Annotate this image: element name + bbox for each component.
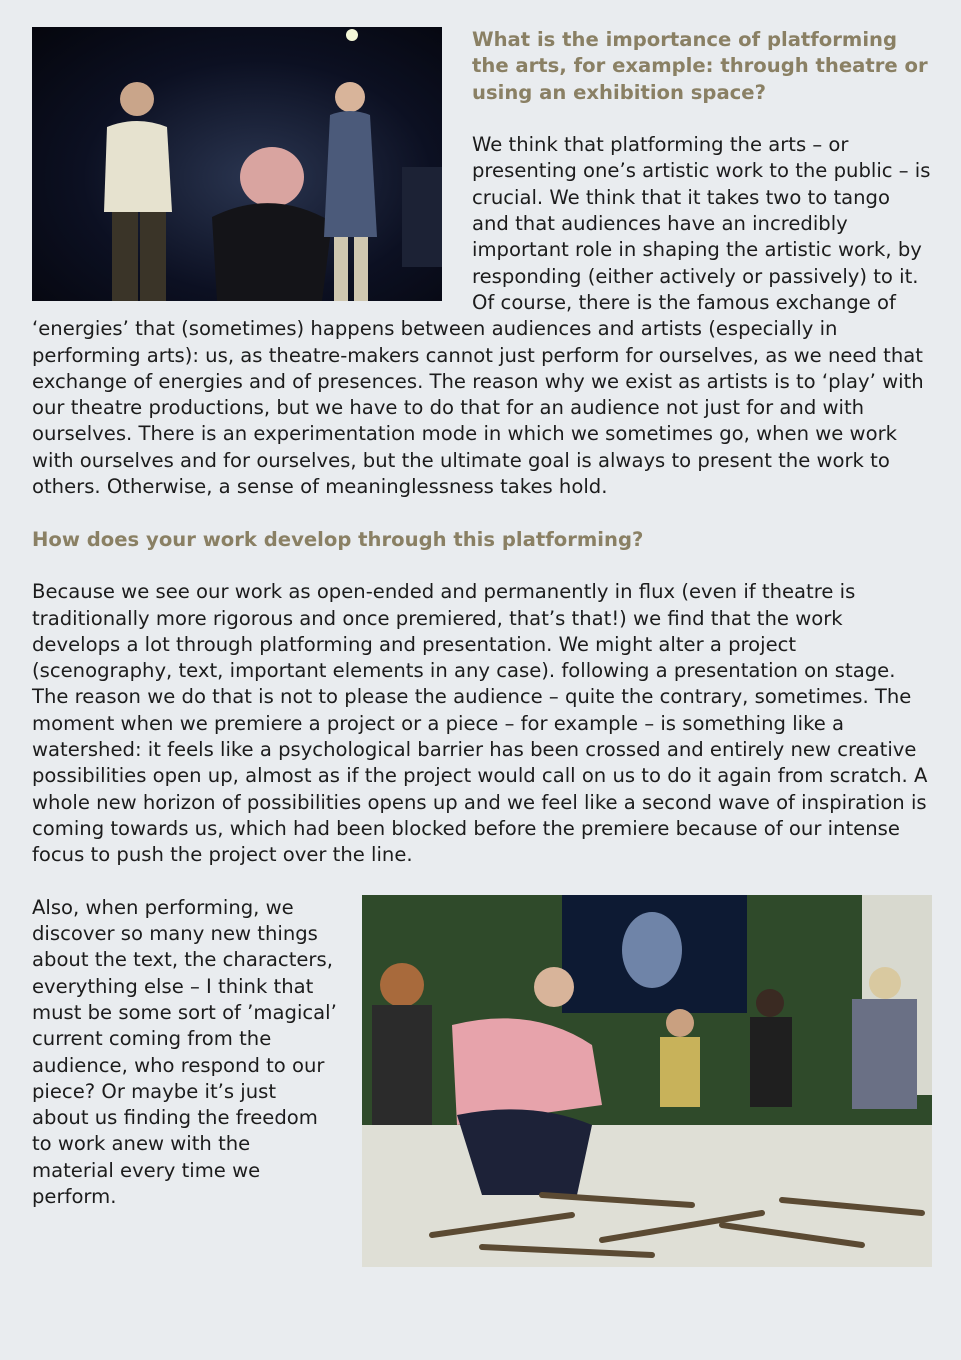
performance-scene-illustration	[362, 895, 932, 1267]
question-1-heading: What is the importance of platforming the arts, for example: through theatre or using an exhibition space?	[472, 28, 928, 104]
performance-photo	[362, 895, 932, 1267]
theatre-stage-photo	[32, 27, 442, 301]
answer-2-paragraph: Because we see our work as open-ended and permanently in flux (even if theatre is traditionally more rigorous and once premiered, that’s that!) we find that the work develops a lot through platforming and presentation. We might alter a project (scenography, text, important elements in any case). following a presentation on stage. The reason we do that is not to please the audience – quite the contrary, sometimes. The moment when we premiere a project or a piece – for example – is something like a watershed: it feels like a psychological barrier has been crossed and entirely new creative possibilities open up, almost as if the project would call on us to do it again from scratch. A whole new horizon of possibilities opens up and we feel like a second wave of inspiration is coming towards us, which had been blocked before the premiere because of our intense focus to push the project over the line.	[32, 580, 928, 867]
article	[32, 27, 932, 1273]
question-2-heading: How does your work develop through this platforming?	[32, 527, 644, 551]
stage-scene-illustration	[32, 27, 442, 301]
answer-1-paragraph: We think that platforming the arts – or presenting one’s artistic work to the public – is crucial. We think that it takes two to tango and that audiences have an incredibly important role in shaping the artistic work, by responding (either actively or passively) to it. Of course, there is the famous exchange of ‘energies’ that (sometimes) happens between audiences and artists (especially in performing arts): us, as theatre-makers cannot just perform for ourselves, as we need that exchange of energies and of presences. The reason why we exist as artists is to ‘play’ with our theatre productions, but we have to do that for an audience not just for and with ourselves. There is an experimentation mode in which we sometimes go, when we work with ourselves and for ourselves, but the ultimate goal is always to present the work to others. Otherwise, a sense of meaninglessness takes hold.	[32, 133, 931, 499]
answer-2-continuation: Also, when performing, we discover so many new things about the text, the characters, everything else – I think that must be some sort of ’magical’ current coming from the audience, who respond to our piece? Or maybe it’s just about us finding the freedom to work anew with the material every time we perform.	[32, 895, 337, 1209]
